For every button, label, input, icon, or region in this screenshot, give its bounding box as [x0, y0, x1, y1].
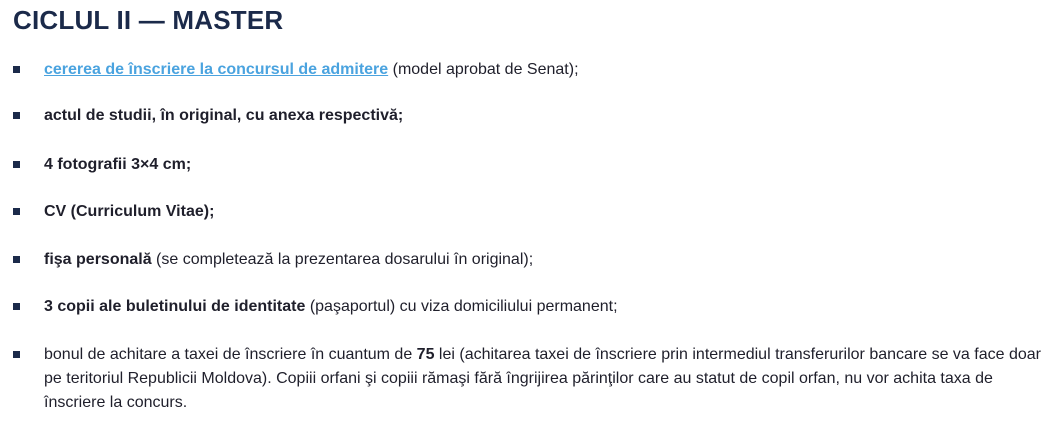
- page-title: CICLUL II — MASTER: [13, 5, 284, 35]
- list-item-punctuation: ;: [574, 61, 579, 78]
- list-item-text: [44, 248, 1044, 272]
- list-item-note: (se completează la prezentarea dosarului în original);: [151, 251, 534, 268]
- list-item-text: [44, 295, 1044, 319]
- list-item-text: [44, 58, 1044, 82]
- list-item-note: (paşaportul) cu viza domiciliului permanent;: [305, 298, 618, 315]
- bullet-icon: [13, 351, 20, 358]
- bullet-icon: [13, 161, 20, 168]
- fee-amount: 75: [416, 346, 435, 363]
- list-item-note: (model aprobat de Senat): [388, 61, 575, 78]
- list-item-strong: fişa personală: [44, 251, 152, 268]
- fee-text-end: lei (achitarea taxei de înscriere prin intermediul transferurilor bancare se va face doar pe teritoriul Republicii Moldova). Copiii orfani şi copiii rămaşi fără îngrijirea părinţilor care au statut de copil orfan, nu vor achita taxa de înscriere la concurs.: [44, 346, 1041, 411]
- list-item-text: actul de studii, în original, cu anexa respectivă;: [44, 107, 404, 124]
- bullet-icon: [13, 303, 20, 310]
- bullet-icon: [13, 256, 20, 263]
- fee-text-start: bonul de achitare a taxei de înscriere în cuantum de: [44, 346, 417, 363]
- list-item-strong: 3 copii ale buletinului de identitate: [44, 298, 306, 315]
- bullet-icon: [13, 66, 20, 73]
- list-item-text: CV (Curriculum Vitae);: [44, 203, 215, 220]
- bullet-icon: [13, 208, 20, 215]
- bullet-icon: [13, 112, 20, 119]
- list-item-text: 4 fotografii 3×4 cm;: [44, 156, 192, 173]
- list-item-text: [44, 343, 1044, 415]
- application-form-link[interactable]: cererea de înscriere la concursul de admitere: [44, 61, 389, 78]
